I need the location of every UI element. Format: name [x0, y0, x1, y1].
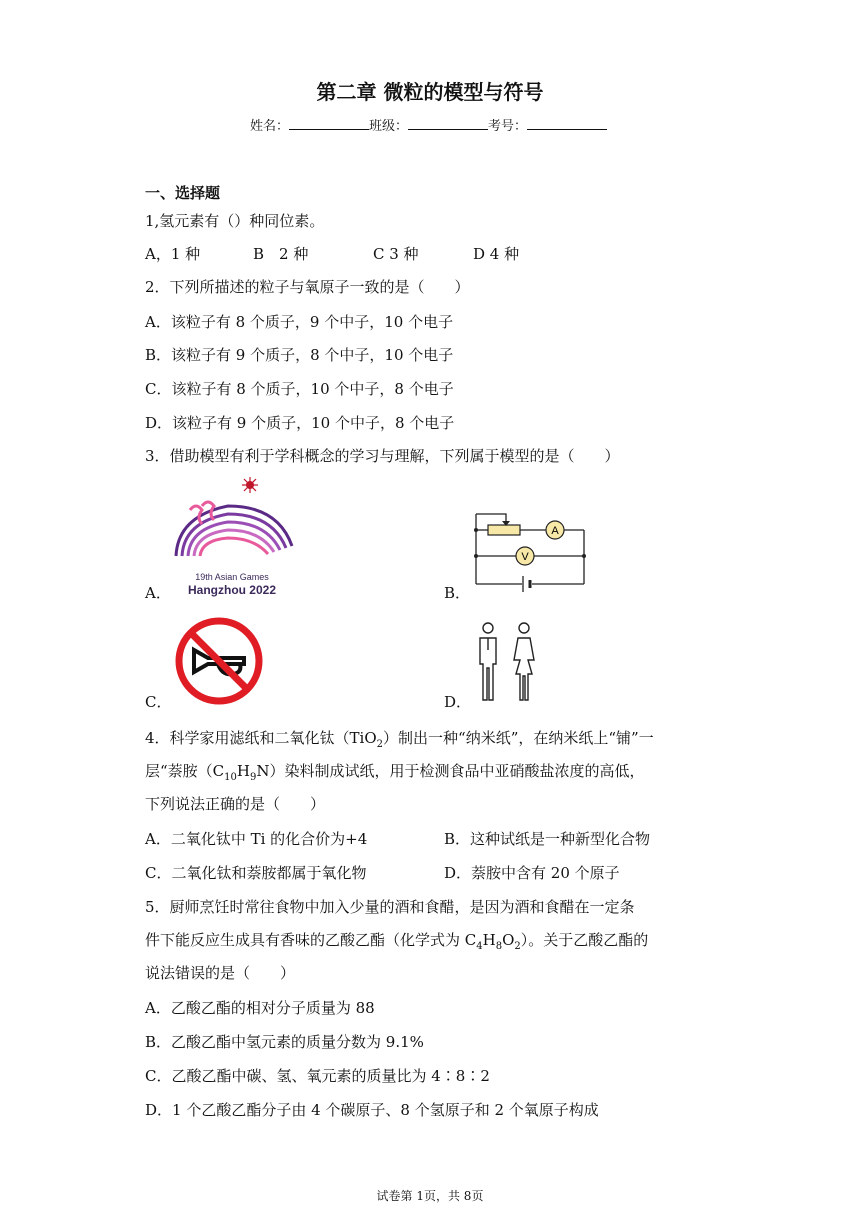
q2-option-c: C．该粒子有 8 个质子，10 个中子，8 个电子 — [145, 380, 454, 398]
q3-option-a-label: A． — [145, 584, 171, 602]
q4-line2-subscript-1: 10 — [224, 772, 237, 783]
q4-line2-text-b: H — [236, 762, 250, 780]
class-blank[interactable] — [408, 117, 488, 130]
q3-option-c-label: C． — [145, 693, 172, 711]
q5-line2-subscript-1: 4 — [476, 941, 483, 952]
q5-option-d: D．1 个乙酸乙酯分子由 4 个碳原子、8 个氢原子和 2 个氧原子构成 — [145, 1101, 599, 1119]
q5-option-a: A．乙酸乙酯的相对分子质量为 88 — [145, 999, 375, 1017]
q5-line2-subscript-2: 8 — [495, 941, 503, 952]
name-label: 姓名： — [250, 119, 290, 134]
q4-line2-text-c: N）染料制成试纸，用于检测食品中亚硝酸盐浓度的高低， — [256, 762, 645, 780]
exam-no-blank[interactable] — [527, 117, 607, 130]
logo-line-2: Hangzhou 2022 — [187, 583, 277, 597]
q4-option-a: A．二氧化钛中 Ti 的化合价为+4 — [145, 830, 368, 848]
q4-stem-line-2 — [145, 760, 645, 783]
q5-line2-text-d: ）。关于乙酸乙酯的 — [520, 931, 649, 949]
q3-option-b-label: B． — [444, 584, 471, 602]
exam-no-label: 考号： — [488, 119, 528, 134]
q4-line1-text-a: 4．科学家用滤纸和二氧化钛（TiO — [145, 729, 377, 747]
q5-stem-line-1: 5．厨师烹饪时常往食物中加入少量的酒和食醋，是因为酒和食醋在一定条 — [145, 898, 635, 916]
page-title: 第二章 微粒的模型与符号 — [316, 80, 544, 104]
q1-options — [145, 243, 519, 264]
q4-stem-line-1 — [145, 727, 654, 750]
logo-line-1: 19th Asian Games — [195, 572, 269, 582]
q2-option-b: B．该粒子有 9 个质子，8 个中子，10 个电子 — [145, 346, 454, 364]
q4-line1-subscript: 2 — [376, 739, 384, 750]
q1-option-c: C 3 种 — [373, 245, 419, 263]
q3-option-d-label: D． — [444, 693, 472, 711]
q1-option-a: A，1 种 — [145, 245, 201, 263]
q4-option-b: B．这种试纸是一种新型化合物 — [444, 830, 651, 848]
q5-stem-line-3: 说法错误的是（ ） — [145, 964, 296, 982]
page-footer: 试卷第 1页，共 8页 — [376, 1189, 484, 1203]
name-blank[interactable] — [289, 117, 369, 130]
resistor-icon — [488, 525, 520, 535]
q5-option-c: C．乙酸乙酯中碳、氢、氧元素的质量比为 4∶8∶2 — [145, 1067, 490, 1085]
no-horn-sign-image — [174, 616, 264, 706]
q5-line2-text-a: 件下能反应生成具有香味的乙酸乙酯（化学式为 C — [145, 931, 477, 949]
q2-option-d: D．该粒子有 9 个质子，10 个中子，8 个电子 — [145, 414, 455, 432]
man-figure-icon — [483, 623, 493, 633]
q2-stem: 2．下列所描述的粒子与氧原子一致的是（ ） — [145, 278, 470, 296]
q4-line2-subscript-2: 9 — [249, 772, 257, 783]
asian-games-logo-image — [168, 476, 296, 600]
q5-stem-line-2 — [145, 929, 648, 952]
circuit-diagram-image — [470, 506, 588, 594]
restroom-figures-image — [472, 620, 542, 704]
class-label: 班级： — [369, 119, 409, 134]
section-heading: 一、选择题 — [145, 184, 221, 202]
q2-option-a: A．该粒子有 8 个质子，9 个中子，10 个电子 — [145, 313, 454, 331]
student-info — [250, 115, 607, 134]
voltmeter-label: V — [521, 551, 529, 563]
q4-line2-text-a: 层“萘胺（C — [145, 762, 225, 780]
q1-option-d: D 4 种 — [473, 245, 520, 263]
q1-option-b: B 2 种 — [253, 245, 309, 263]
q4-option-c: C．二氧化钛和萘胺都属于氧化物 — [145, 864, 367, 882]
q5-line2-text-b: H — [482, 931, 496, 949]
q1-stem: 1,氢元素有（）种同位素。 — [145, 212, 325, 230]
q5-line2-subscript-3: 2 — [514, 941, 521, 952]
q4-stem-line-3: 下列说法正确的是（ ） — [145, 795, 326, 813]
q5-option-b: B．乙酸乙酯中氢元素的质量分数为 9.1% — [145, 1033, 424, 1051]
woman-figure-icon — [519, 623, 529, 633]
q5-line2-text-c: O — [502, 931, 515, 949]
q4-option-d: D．萘胺中含有 20 个原子 — [444, 864, 620, 882]
q3-stem: 3．借助模型有利于学科概念的学习与理解，下列属于模型的是（ ） — [145, 447, 620, 465]
battery-icon — [523, 576, 530, 592]
ammeter-label: A — [551, 525, 559, 537]
q4-line1-text-b: ）制出一种“纳米纸”，在纳米纸上“铺”一 — [383, 729, 654, 747]
